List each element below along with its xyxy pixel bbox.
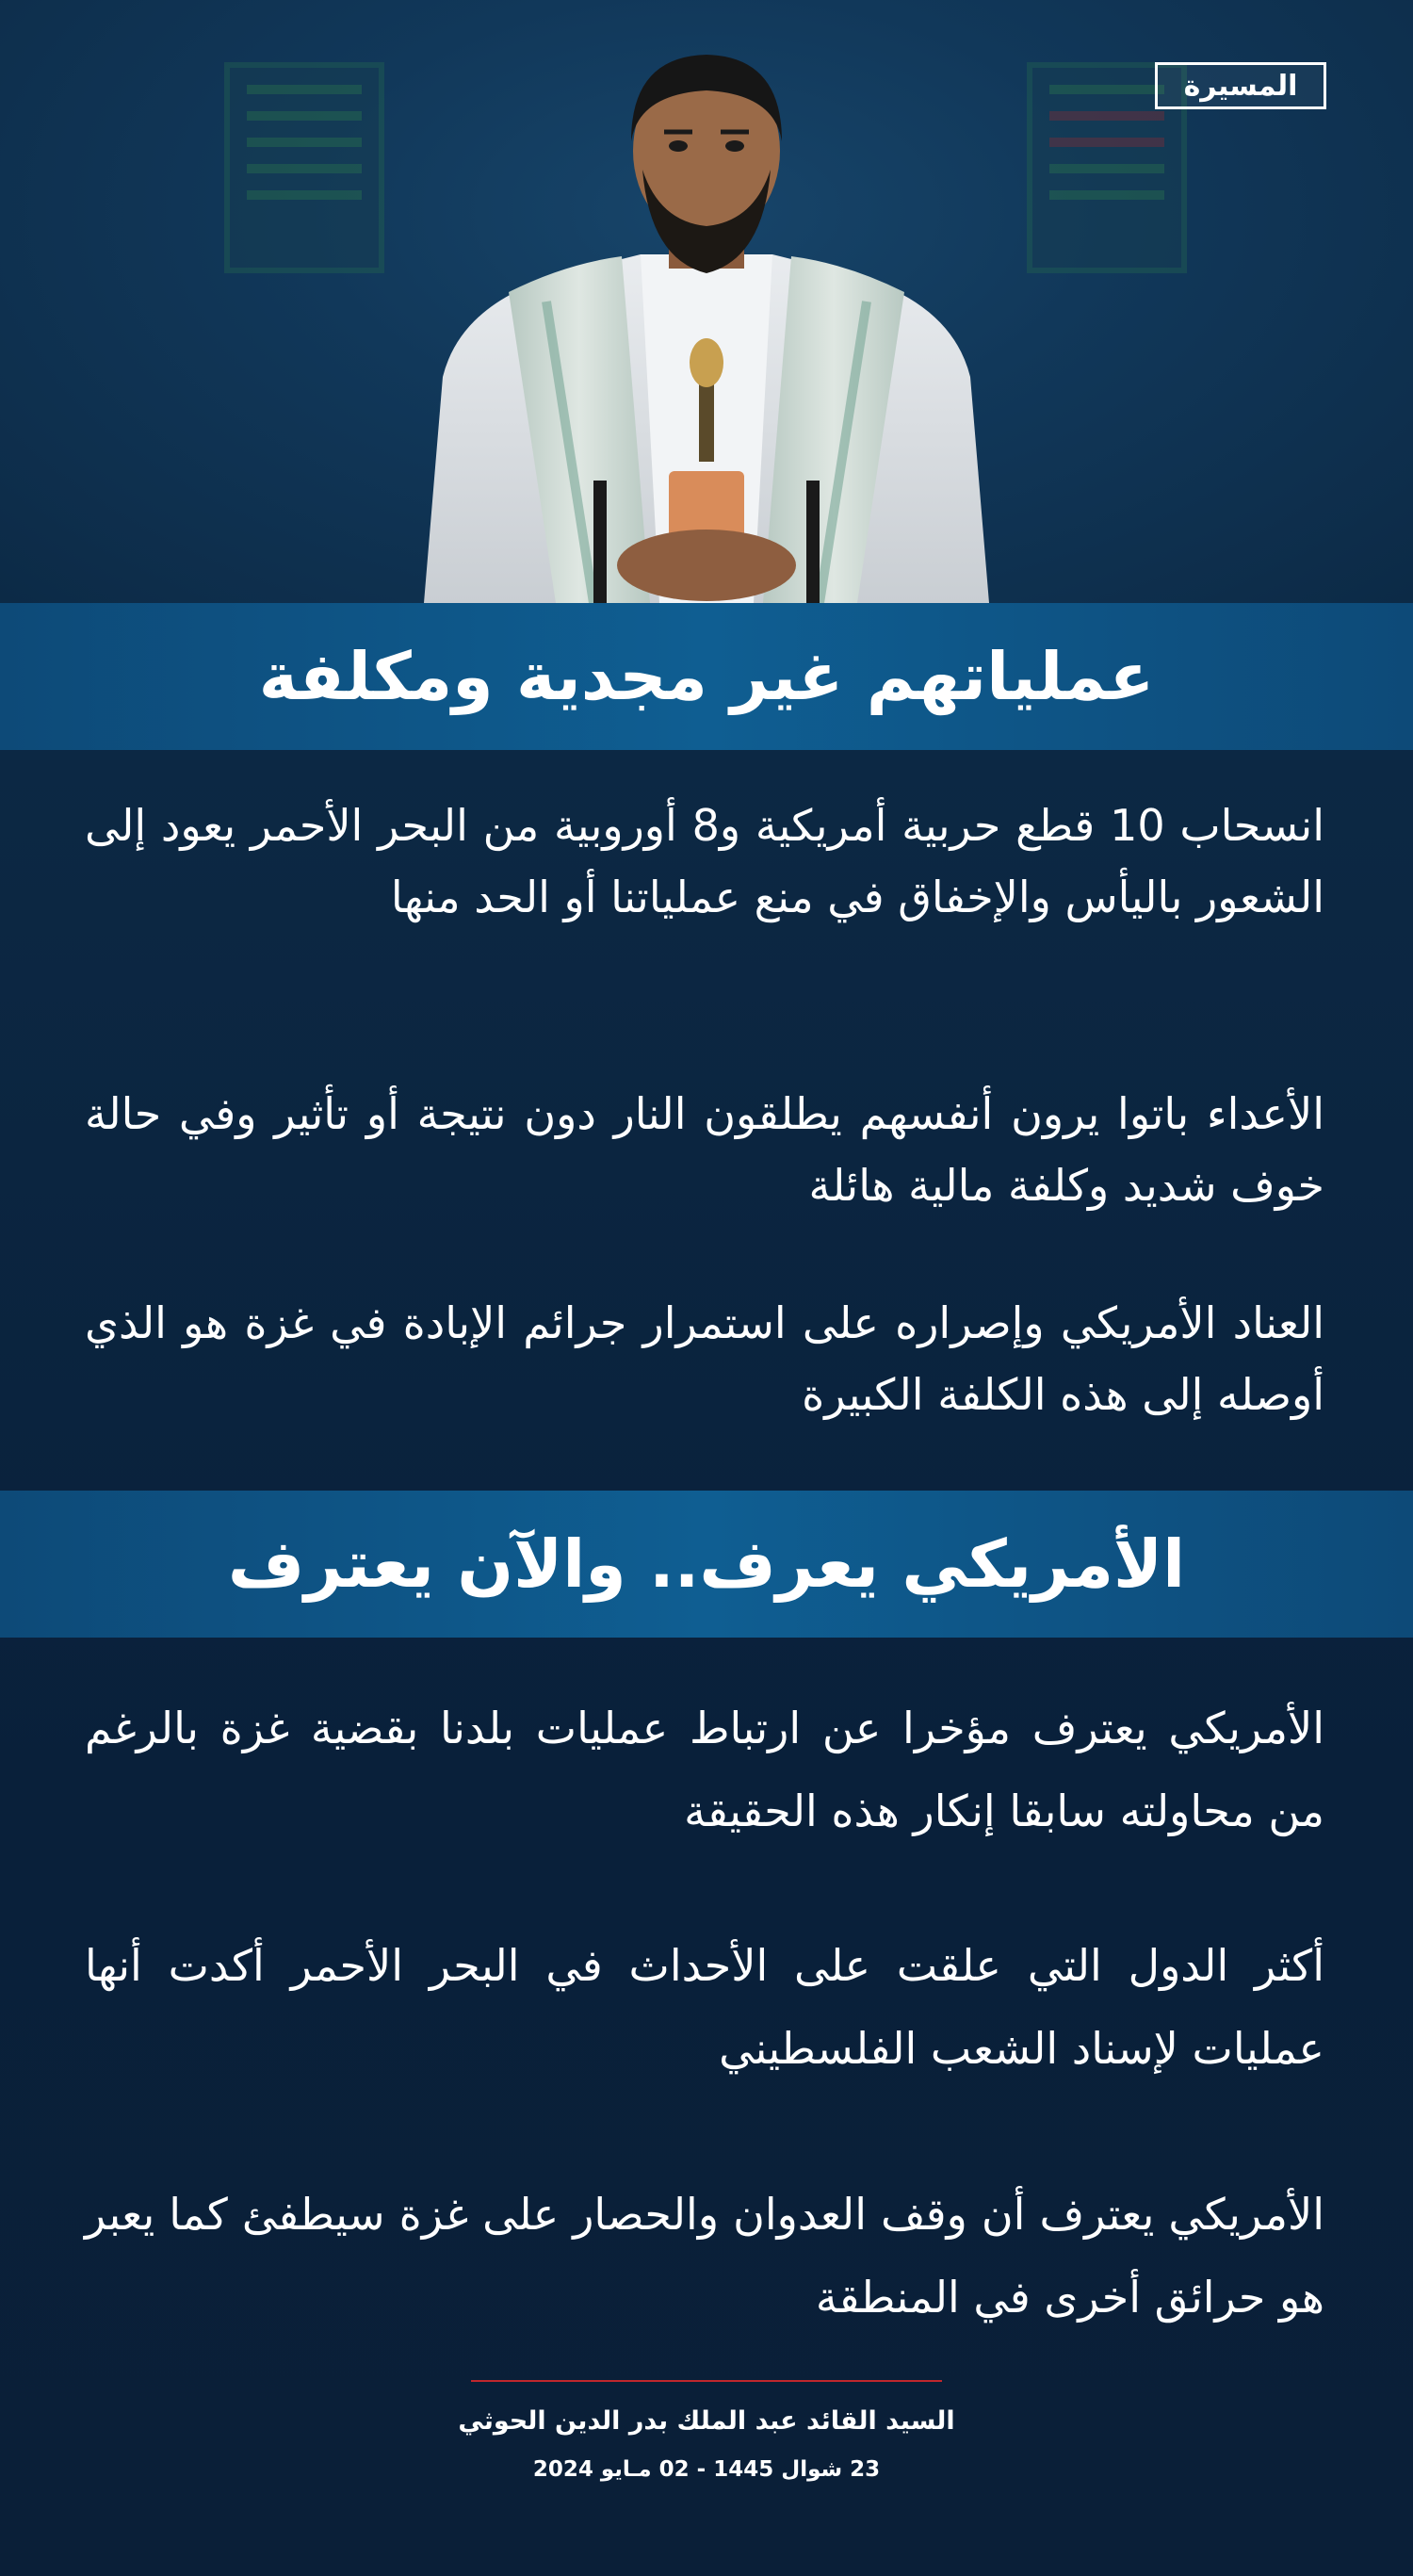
section-2-paragraphs xyxy=(85,1687,1324,1852)
footer xyxy=(0,2380,1413,2482)
footer-divider xyxy=(471,2380,942,2382)
section-2-paragraph: الأمريكي يعترف مؤخرا عن ارتباط عمليات بلدنا بقضية غزة بالرغم من محاولته سابقا إنكار هذه الحقيقة xyxy=(85,1703,1324,1836)
section-1-paragraphs-3 xyxy=(85,1287,1324,1430)
section-1-paragraphs xyxy=(85,790,1324,933)
section-2-paragraph: أكثر الدول التي علقت على الأحداث في البحر الأحمر أكدت أنها عمليات لإسناد الشعب الفلسطيني xyxy=(85,1940,1324,2074)
channel-logo: المسيرة xyxy=(1155,62,1326,109)
section-1-paragraph: العناد الأمريكي وإصراره على استمرار جرائم الإبادة في غزة هو الذي أوصله إلى هذه الكلفة الكبيرة xyxy=(85,1297,1324,1420)
section-2-paragraphs-3 xyxy=(85,2173,1324,2339)
speech-date: 23 شوال 1445 - 02 مـايو 2024 xyxy=(532,2457,881,2482)
section-2-paragraphs-2 xyxy=(85,1924,1324,2090)
section-1-paragraph: الأعداء باتوا يرون أنفسهم يطلقون النار دون نتيجة أو تأثير وفي حالة خوف شديد وكلفة مالية هائلة xyxy=(85,1088,1324,1211)
section-1-paragraphs-2 xyxy=(85,1078,1324,1221)
section-1-paragraph: انسحاب 10 قطع حربية أمريكية و8 أوروبية من البحر الأحمر يعود إلى الشعور باليأس والإخفاق في منع عملياتنا أو الحد منها xyxy=(85,800,1325,922)
speaker-portrait-image xyxy=(405,38,1008,603)
hero-photo xyxy=(0,0,1413,603)
section-2-title: الأمريكي يعرف.. والآن يعترف xyxy=(227,1525,1186,1603)
wall-banner-left xyxy=(224,62,384,273)
section-2-title-band xyxy=(0,1491,1413,1638)
section-1-title-band xyxy=(0,603,1413,750)
speaker-name: السيد القائد عبد الملك بدر الدين الحوثي xyxy=(458,2406,955,2436)
section-1-title: عملياتهم غير مجدية ومكلفة xyxy=(258,638,1155,715)
section-2-paragraph: الأمريكي يعترف أن وقف العدوان والحصار على غزة سيطفئ كما يعبر هو حرائق أخرى في المنطقة xyxy=(85,2189,1324,2323)
